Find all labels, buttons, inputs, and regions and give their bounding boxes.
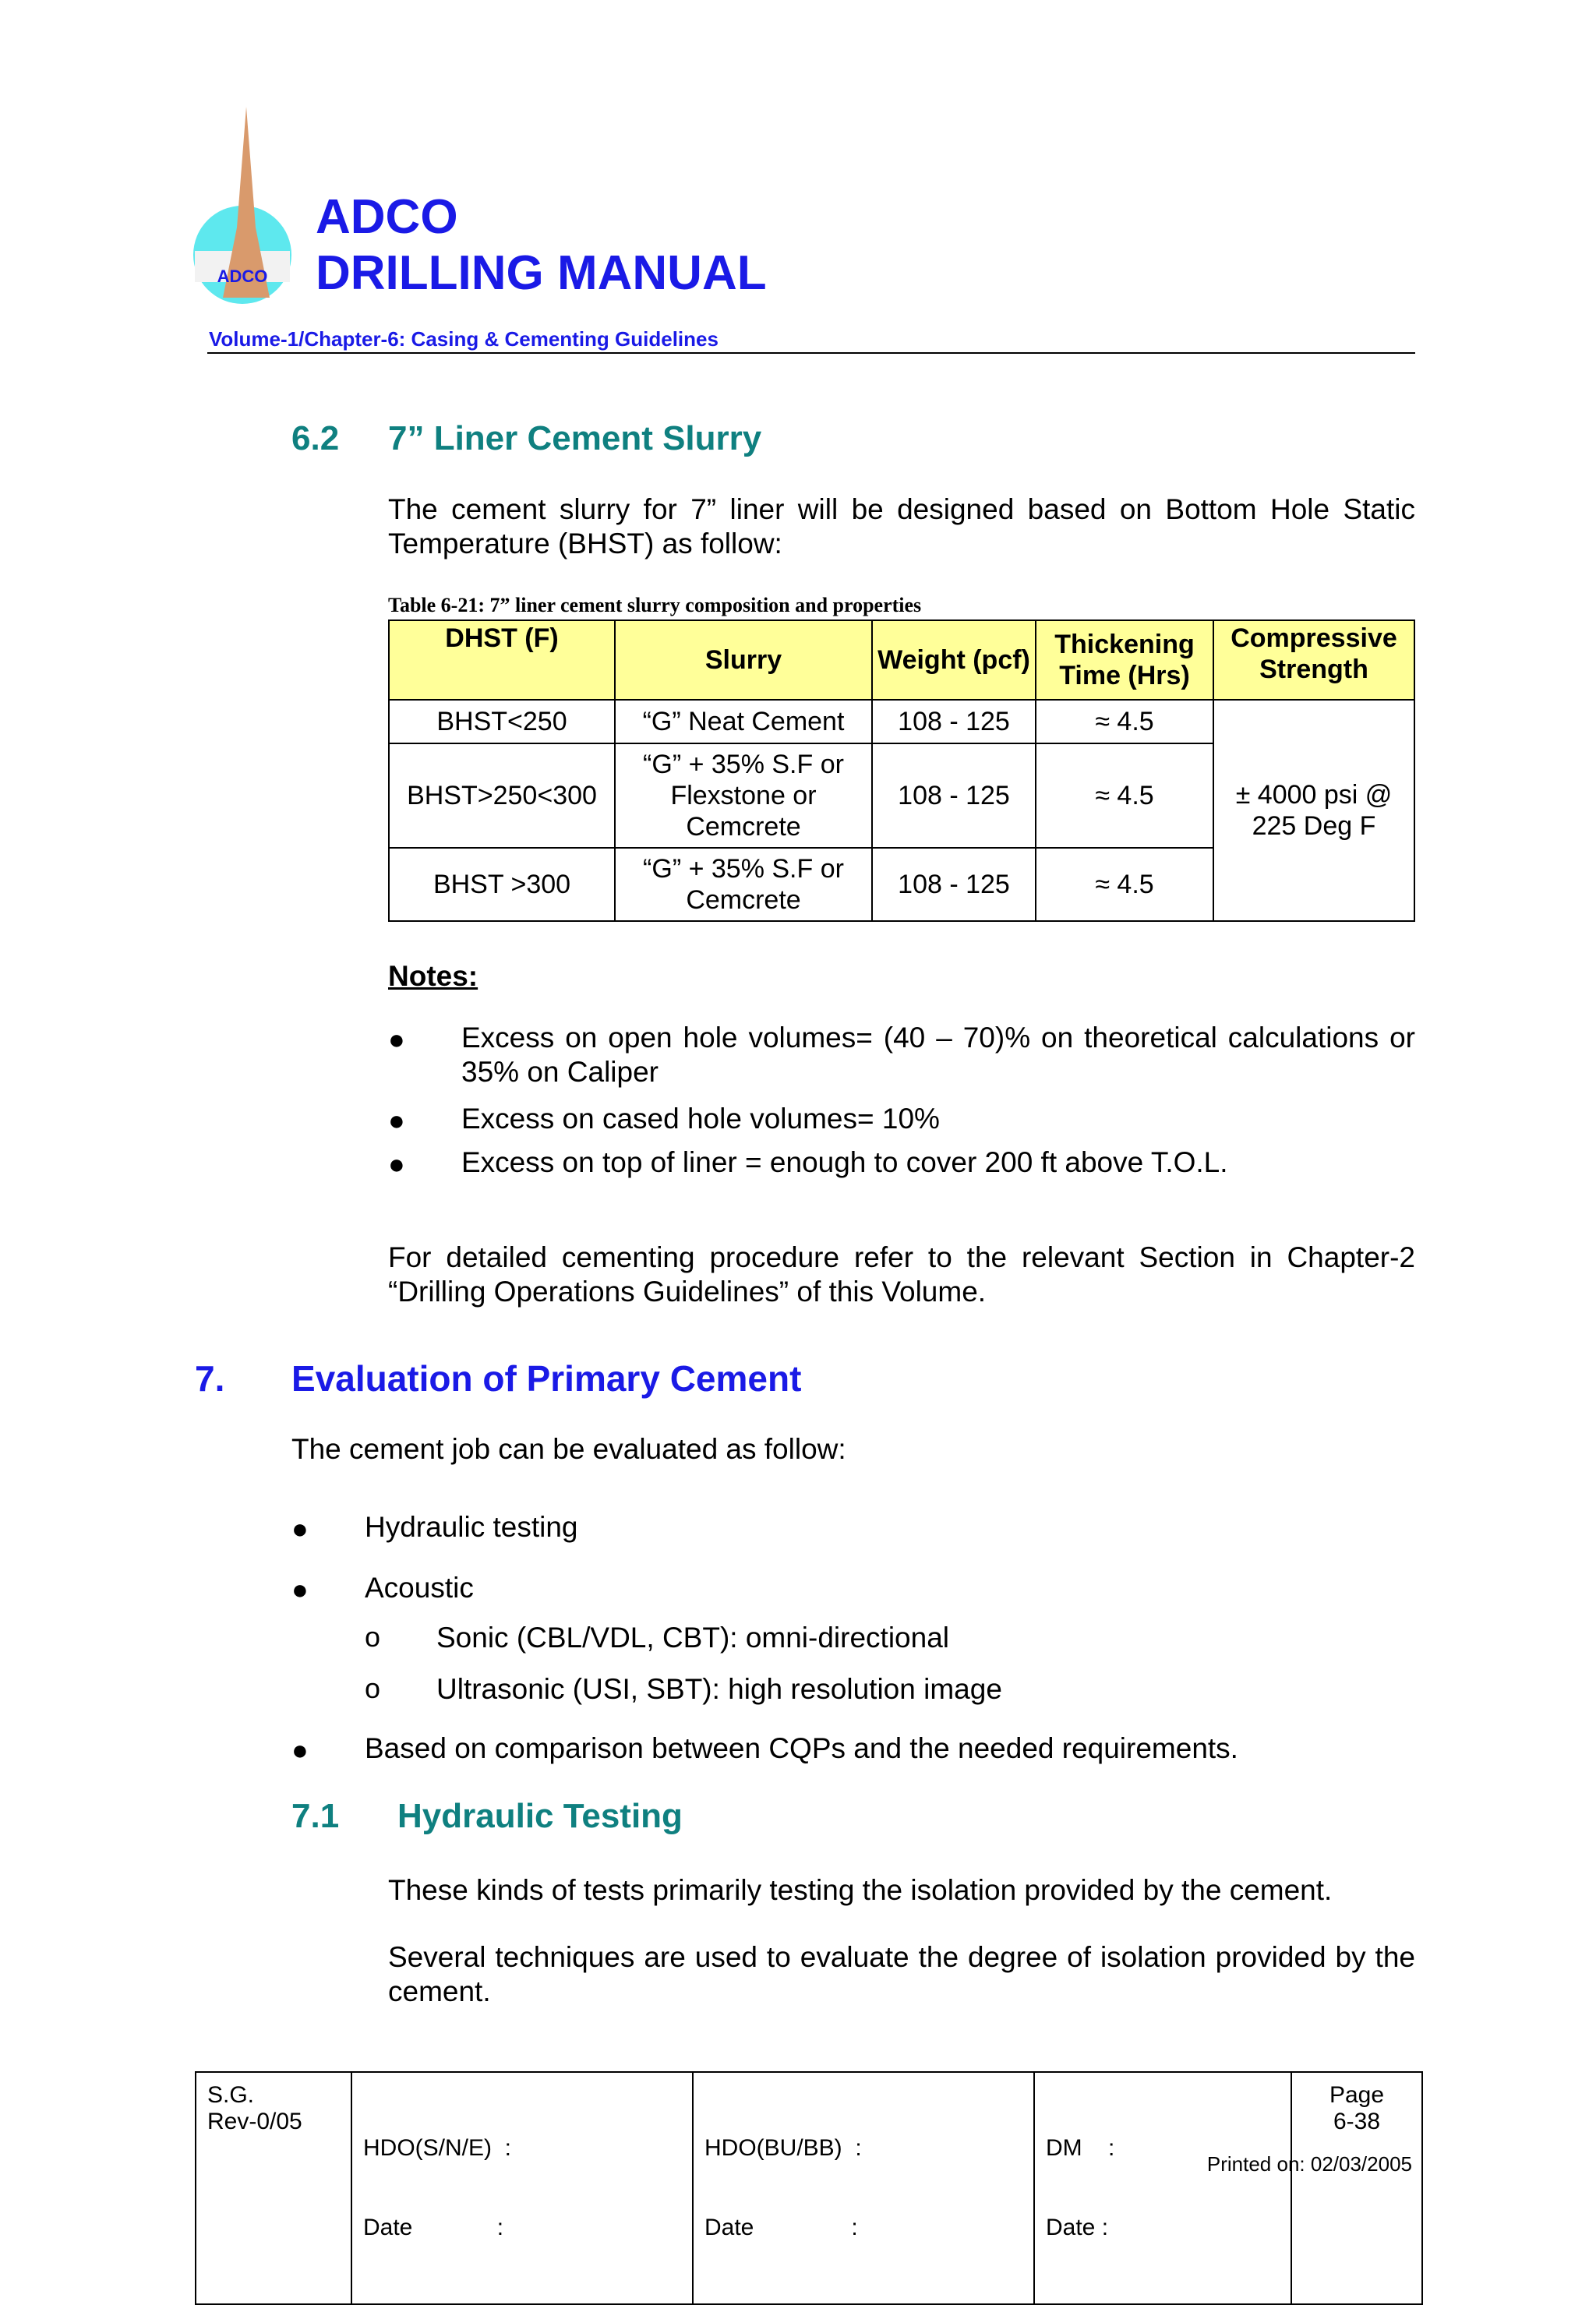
cell-bhst: BHST>250<300: [389, 743, 615, 848]
cell-weight: 108 - 125: [872, 700, 1036, 743]
header-weight: Weight (pcf): [872, 620, 1036, 700]
cell-slurry: “G” + 35% S.F or Flexstone or Cemcrete: [615, 743, 872, 848]
evaluation-sub-item: Ultrasonic (USI, SBT): high resolution image: [436, 1673, 1002, 1705]
footer-hdo-sne: HDO(S/N/E) :: [363, 2135, 512, 2161]
note-item: Excess on cased hole volumes= 10%: [461, 1103, 940, 1135]
footer-sg: S.G.: [207, 2082, 255, 2108]
bullet-icon: ●: [388, 1148, 405, 1180]
footer-cell-revision: [196, 2072, 351, 2304]
footer-dm: DM :: [1046, 2135, 1115, 2161]
cell-weight: 108 - 125: [872, 743, 1036, 848]
adco-logo: [192, 103, 309, 305]
footer-hdo-bubb: HDO(BU/BB) :: [704, 2135, 862, 2161]
note-item: Excess on open hole volumes= (40 – 70)% on theoretical calculations or 35% on Caliper: [461, 1022, 1415, 1088]
cell-bhst: BHST >300: [389, 848, 615, 921]
section-7-number: 7.: [195, 1358, 225, 1399]
section-7-intro: The cement job can be evaluated as follow:: [291, 1433, 846, 1465]
footer-cell-hdo-bubb: [693, 2072, 1034, 2304]
section-7-1-paragraph: Several techniques are used to evaluate the degree of isolation provided by the cement.: [388, 1941, 1415, 2007]
bullet-icon: ●: [291, 1573, 309, 1605]
table-header-row: [389, 620, 1414, 700]
section-6-2-number: 6.2: [291, 419, 340, 457]
brand-title-line2: DRILLING MANUAL: [316, 246, 767, 300]
cell-weight: 108 - 125: [872, 848, 1036, 921]
header-divider: [207, 352, 1415, 354]
cell-slurry: “G” Neat Cement: [615, 700, 872, 743]
footer-page-label: Page: [1329, 2082, 1385, 2108]
cell-time: ≈ 4.5: [1036, 743, 1213, 848]
table-row: [389, 700, 1414, 743]
footer-cell-page: [1291, 2072, 1422, 2304]
cell-time: ≈ 4.5: [1036, 700, 1213, 743]
logo-text: ADCO: [217, 267, 268, 286]
footer-rev: Rev-0/05: [207, 2109, 302, 2134]
section-7-1-paragraph: These kinds of tests primarily testing the isolation provided by the cement.: [388, 1874, 1333, 1906]
bullet-icon: ●: [291, 1513, 309, 1544]
note-item: Excess on top of liner = enough to cover 200 ft above T.O.L.: [461, 1146, 1228, 1178]
header-dhst: DHST (F): [389, 620, 615, 700]
printed-date: Printed on: 02/03/2005: [1206, 2152, 1412, 2176]
procedure-note: For detailed cementing procedure refer to the relevant Section in Chapter-2 “Drilling Operations Guidelines” of this Volume.: [388, 1241, 1415, 1308]
cell-time: ≈ 4.5: [1036, 848, 1213, 921]
sub-bullet-icon: o: [365, 1621, 381, 1653]
section-7-1-title: Hydraulic Testing: [397, 1797, 683, 1835]
slurry-table: [388, 619, 1415, 922]
evaluation-sub-item: Sonic (CBL/VDL, CBT): omni-directional: [436, 1622, 949, 1654]
document-subtitle: Volume-1/Chapter-6: Casing & Cementing Guidelines: [209, 327, 719, 351]
evaluation-item: Based on comparison between CQPs and the needed requirements.: [365, 1732, 1238, 1764]
brand-title-line1: ADCO: [316, 190, 458, 244]
cell-bhst: BHST<250: [389, 700, 615, 743]
footer-page-number: 6-38: [1333, 2109, 1381, 2134]
header-slurry: Slurry: [615, 620, 872, 700]
section-6-2-title: 7” Liner Cement Slurry: [388, 419, 762, 457]
sub-bullet-icon: o: [365, 1672, 381, 1704]
bullet-icon: ●: [291, 1734, 309, 1766]
footer-dm-date: Date :: [1046, 2215, 1109, 2240]
footer-cell-dm: [1034, 2072, 1291, 2304]
header-thickening-time: Thickening Time (Hrs): [1036, 620, 1213, 700]
header-compressive-strength: Compressive Strength: [1213, 620, 1414, 700]
section-7-title: Evaluation of Primary Cement: [291, 1358, 802, 1399]
evaluation-item: Acoustic: [365, 1572, 474, 1604]
document-footer: [195, 2071, 1423, 2305]
cell-slurry: “G” + 35% S.F or Cemcrete: [615, 848, 872, 921]
evaluation-item: Hydraulic testing: [365, 1511, 578, 1543]
footer-cell-hdo-sne: [351, 2072, 693, 2304]
section-6-2-intro: The cement slurry for 7” liner will be designed based on Bottom Hole Static Temperature (BHST) as follow:: [388, 493, 1415, 559]
footer-hdo-bubb-date: Date :: [704, 2215, 858, 2240]
bullet-icon: ●: [388, 1023, 405, 1055]
section-7-1-number: 7.1: [291, 1797, 340, 1835]
notes-title: Notes:: [388, 960, 478, 992]
table-caption: Table 6-21: 7” liner cement slurry composition and properties: [388, 594, 922, 616]
footer-hdo-sne-date: Date :: [363, 2215, 504, 2240]
cell-compressive-strength: ± 4000 psi @ 225 Deg F: [1213, 700, 1414, 921]
bullet-icon: ●: [388, 1104, 405, 1136]
